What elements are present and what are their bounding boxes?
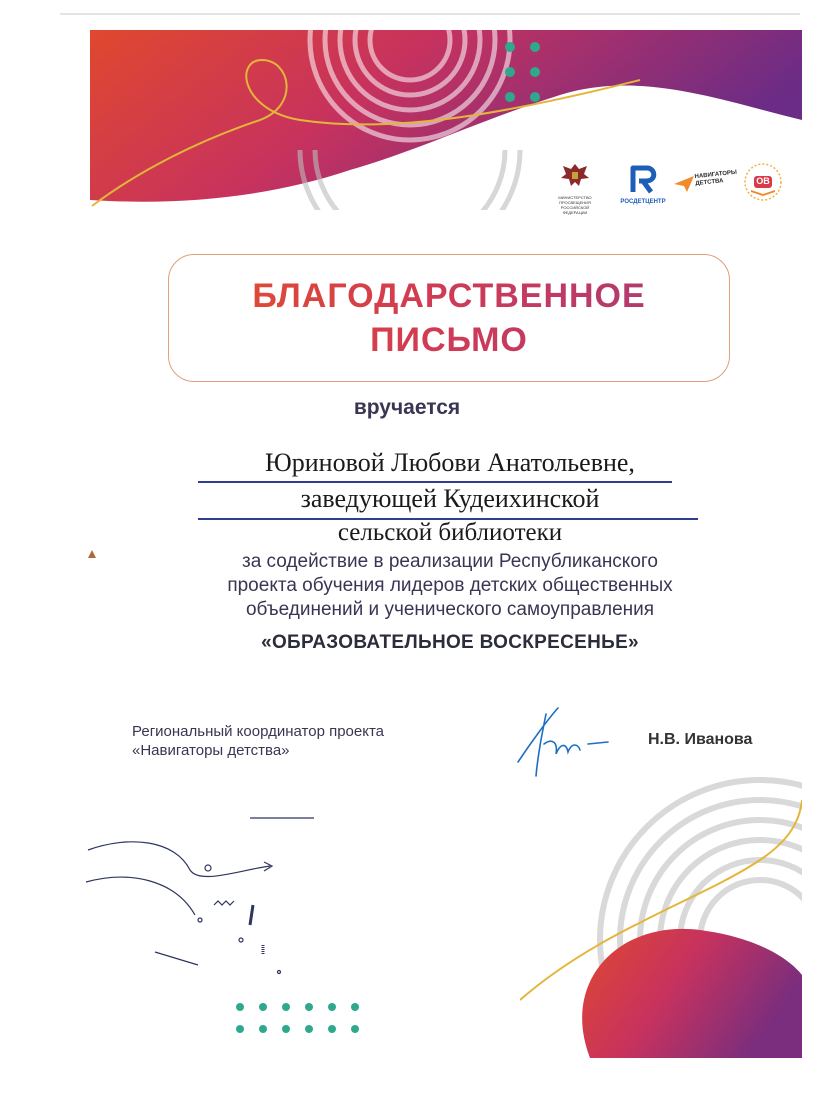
rosdetcenter-logo	[613, 164, 673, 205]
bottom-decoration	[520, 780, 814, 1100]
reason-line-1: за содействие в реализации Республиканского	[242, 551, 658, 572]
rosdetcenter-text: РОСДЕТЦЕНТР	[620, 199, 666, 205]
coordinator-block	[132, 722, 384, 760]
recipient-line-2: заведующей Кудеихинской	[300, 484, 600, 513]
ob-text: ОВ	[756, 176, 770, 186]
reason-line-3: объединений и ученического самоуправления	[245, 599, 655, 620]
eagle-emblem-icon	[553, 160, 597, 190]
title-line-2: ПИСЬМО	[169, 321, 729, 360]
signature-image	[508, 704, 618, 784]
navigators-text: НАВИГАТОРЫ ДЕТСТВА	[694, 169, 738, 188]
paper-plane-icon	[673, 174, 695, 194]
recipient-line-1: Юриновой Любови Анатольевне,	[265, 448, 635, 477]
bottom-left-lineart	[86, 818, 314, 974]
underline-1	[198, 481, 672, 483]
top-decoration	[90, 0, 802, 260]
coordinator-line-1: Региональный координатор проекта	[132, 723, 385, 740]
partner-logos	[545, 160, 795, 215]
ministry-text: МИНИСТЕРСТВО ПРОСВЕЩЕНИЯ РОССИЙСКОЙ ФЕДЕРАЦИИ	[558, 195, 592, 215]
recipient-line-3: сельской библиотеки	[337, 519, 563, 546]
rosdetcenter-icon	[625, 164, 661, 194]
coordinator-line-2: «Навигаторы детства»	[132, 742, 290, 759]
signer-name: Н.В. Иванова	[648, 731, 753, 748]
subtitle: вручается	[353, 396, 461, 419]
ministry-logo	[553, 160, 597, 215]
project-name: «ОБРАЗОВАТЕЛЬНОЕ ВОСКРЕСЕНЬЕ»	[261, 632, 639, 653]
bottom-dots	[236, 1003, 359, 1033]
scan-speck	[88, 550, 96, 558]
title-line-1: БЛАГОДАРСТВЕННОЕ	[169, 277, 729, 316]
reason-line-2: проекта обучения лидеров детских общественных	[227, 575, 673, 596]
ob-logo	[743, 162, 783, 202]
title-frame	[168, 254, 730, 382]
